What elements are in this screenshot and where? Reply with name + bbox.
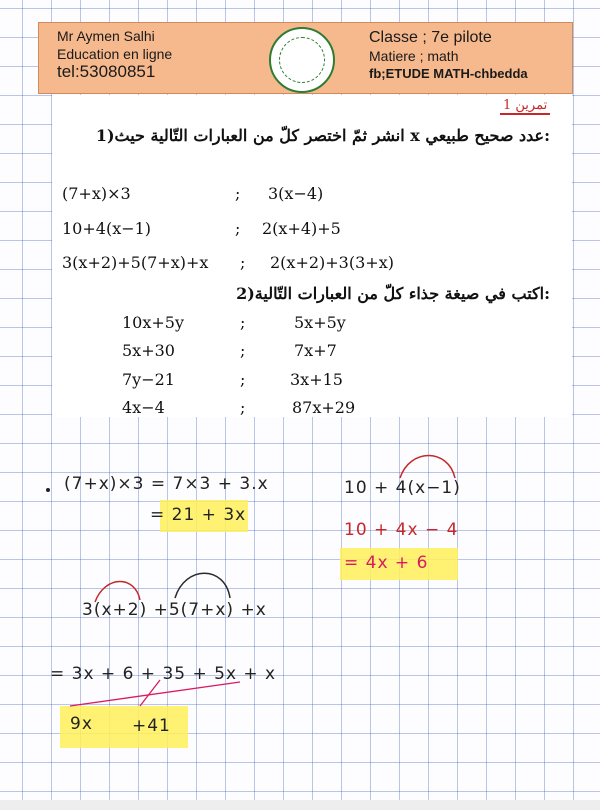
- exercise-badge: تمرين 1: [500, 98, 550, 115]
- q1-item-2-left: 10+4(x−1): [62, 219, 152, 238]
- q2-item-1-right: 5x+5y: [294, 313, 346, 332]
- page-bottom-edge: [0, 800, 600, 810]
- q2-item-2-left: 5x+30: [122, 341, 175, 360]
- author-name: Mr Aymen Salhi: [57, 28, 155, 44]
- handwritten-b-line-2: 10 + 4x − 4: [344, 520, 459, 540]
- q1-item-2-right: 2(x+4)+5: [262, 219, 341, 238]
- separator: ;: [240, 253, 246, 272]
- q1-item-3-left: 3(x+2)+5(7+x)+x: [62, 253, 209, 272]
- q2-item-1-left: 10x+5y: [122, 313, 185, 332]
- handwritten-b-line-3: = 4x + 6: [344, 553, 429, 573]
- separator: ;: [240, 370, 246, 389]
- q1-item-3-right: 2(x+2)+3(3+x): [270, 253, 394, 272]
- grouping-line: [140, 680, 160, 706]
- q2-item-2-right: 7x+7: [294, 341, 337, 360]
- facebook-page: fb;ETUDE MATH-chbedda: [369, 66, 528, 81]
- class-level: Classe ; 7e pilote: [369, 29, 492, 46]
- handwritten-a-line-2: = 21 + 3x: [150, 505, 247, 525]
- bullet-dot: [46, 488, 50, 492]
- handwritten-b-line-1: 10 + 4(x−1): [344, 478, 461, 498]
- handwritten-c-line-2: = 3x + 6 + 35 + 5x + x: [50, 664, 277, 684]
- q2-item-3-right: 3x+15: [290, 370, 343, 389]
- question-1: 1)انشر ثمّ اختصر كلّ من العبارات التّالية حيث x عدد صحيح طبيعي:: [95, 126, 550, 145]
- q1-item-1-right: 3(x−4): [268, 184, 324, 203]
- q2-item-3-left: 7y−21: [122, 370, 175, 389]
- separator: ;: [240, 398, 246, 417]
- separator: ;: [240, 313, 246, 332]
- q1-item-1-left: (7+x)×3: [62, 184, 131, 203]
- handwritten-c-line-3-a: 9x: [70, 714, 93, 734]
- separator: ;: [240, 341, 246, 360]
- subject: Matiere ; math: [369, 48, 459, 64]
- distribution-arrow-icon: [400, 456, 455, 479]
- separator: ;: [235, 219, 241, 238]
- author-subtitle: Education en ligne: [57, 46, 173, 62]
- distribution-arrow-icon: [175, 573, 230, 598]
- separator: ;: [235, 184, 241, 203]
- handwritten-c-line-1: 3(x+2) +5(7+x) +x: [82, 600, 267, 620]
- q2-item-4-right: 87x+29: [292, 398, 356, 417]
- handwritten-c-line-3-b: +41: [132, 716, 171, 736]
- q2-item-4-left: 4x−4: [122, 398, 165, 417]
- question-2: 2)اكتب في صيغة جذاء كلّ من العبارات التّالية:: [236, 284, 550, 303]
- distribution-arrow-icon: [95, 581, 140, 602]
- handwritten-a-line-1: (7+x)×3 = 7×3 + 3.x: [64, 474, 269, 494]
- author-phone: tel:53080851: [57, 62, 156, 81]
